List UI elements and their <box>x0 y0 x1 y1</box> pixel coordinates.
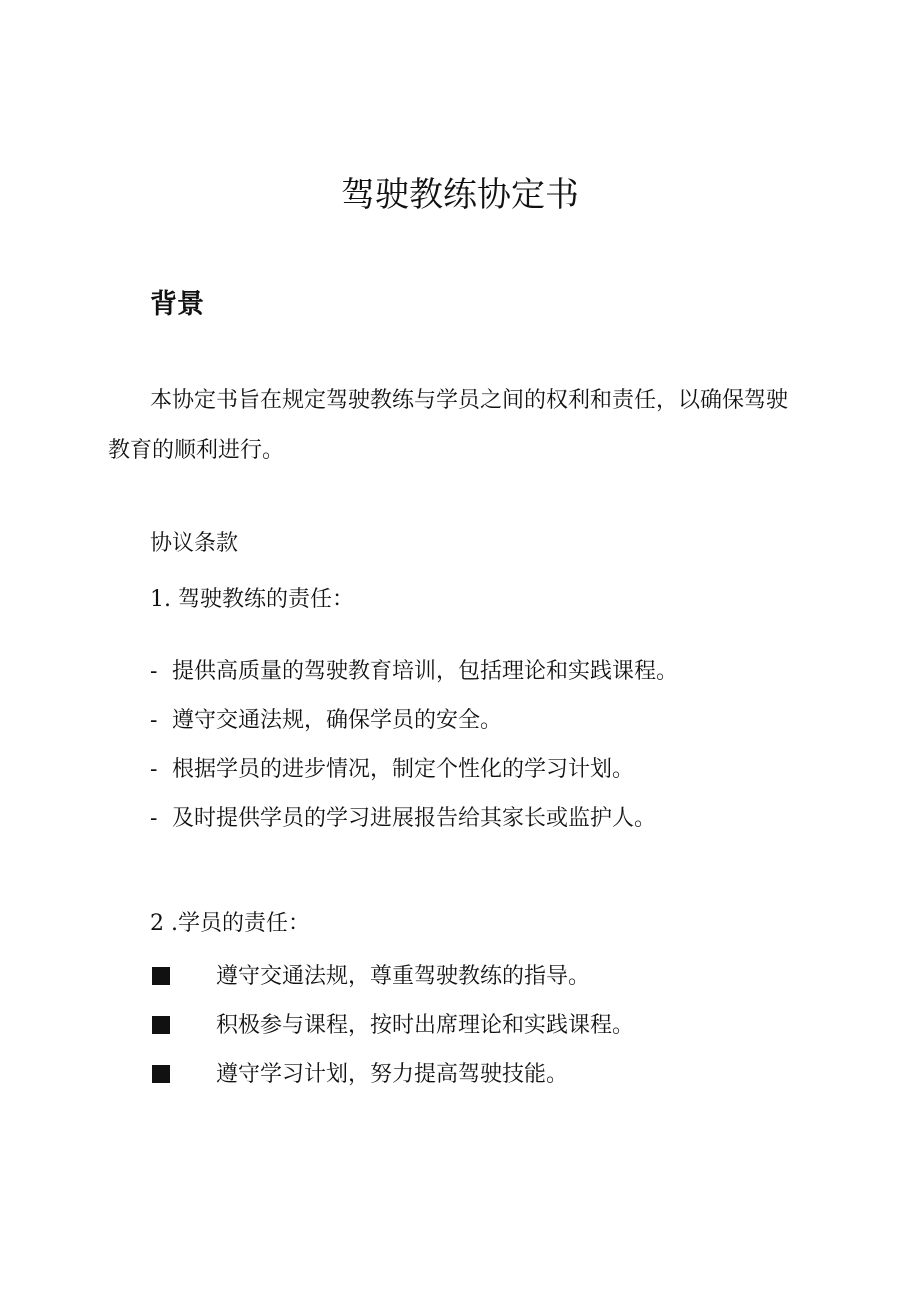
square-bullet-icon <box>152 1065 170 1083</box>
coach-duty-text: 提供高质量的驾驶教育培训，包括理论和实践课程。 <box>172 659 679 684</box>
coach-duty-text: 根据学员的进步情况，制定个性化的学习计划。 <box>172 757 635 782</box>
student-duty-text: 积极参与课程，按时出席理论和实践课程。 <box>216 1013 635 1038</box>
student-duty-text: 遵守学习计划，努力提高驾驶技能。 <box>216 1062 569 1087</box>
section1-heading: 1. 驾驶教练的责任： <box>150 587 354 612</box>
student-duty-item <box>152 1058 568 1092</box>
dash-marker: - <box>150 757 158 782</box>
student-duty-item <box>152 1009 634 1043</box>
dash-marker: - <box>150 659 158 684</box>
coach-duty-item <box>150 802 656 836</box>
student-duty-text: 遵守交通法规，尊重驾驶教练的指导。 <box>216 964 591 989</box>
coach-duty-text: 遵守交通法规，确保学员的安全。 <box>172 708 503 733</box>
section2-heading: 2 .学员的责任： <box>150 911 310 936</box>
student-duty-item <box>152 960 590 994</box>
coach-duty-item <box>150 753 634 787</box>
document-title: 驾驶教练协定书 <box>341 175 579 215</box>
background-paragraph: 本协定书旨在规定驾驶教练与学员之间的权利和责任，以确保驾驶教育的顺利进行。 <box>108 388 789 463</box>
square-bullet-icon <box>152 1016 170 1034</box>
terms-heading: 协议条款 <box>150 531 239 556</box>
square-bullet-icon <box>152 967 170 985</box>
background-heading: 背景 <box>150 289 204 320</box>
coach-duty-text: 及时提供学员的学习进展报告给其家长或监护人。 <box>172 806 657 831</box>
dash-marker: - <box>150 708 158 733</box>
dash-marker: - <box>150 806 158 831</box>
coach-duty-item <box>150 704 502 738</box>
coach-duty-item <box>150 655 678 689</box>
